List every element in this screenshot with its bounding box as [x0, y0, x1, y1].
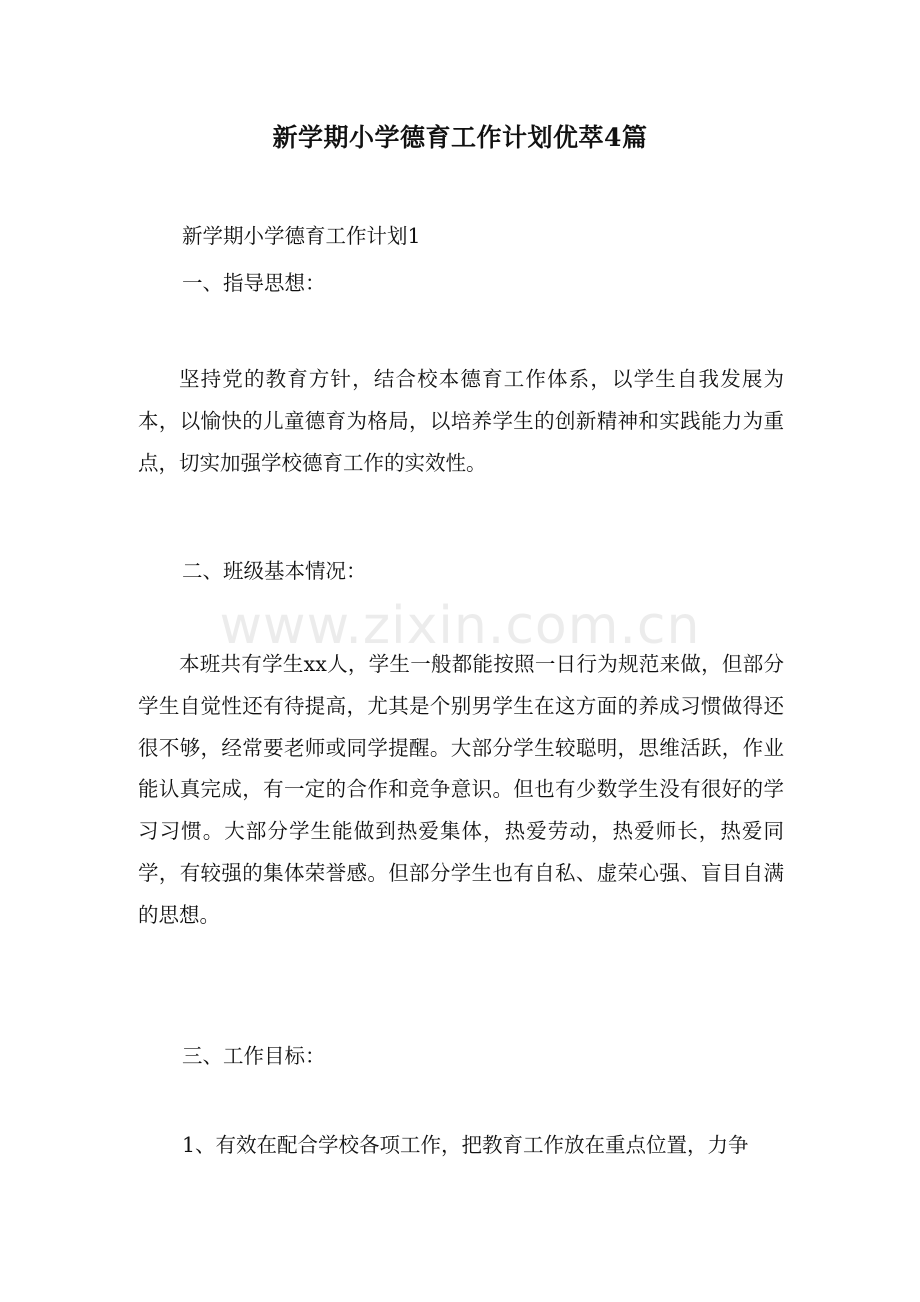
section-body-class-situation: 本班共有学生xx人，学生一般都能按照一日行为规范来做，但部分学生自觉性还有待提高，尤其是个别男学生在这方面的养成习惯做得还很不够，经常要老师或同学提醒。大部分学生较聪明，思维活跃，作业能认真完成，有一定的合作和竞争意识。但也有少数学生没有很好的学习习惯。大部分学生能做到热爱集体，热爱劳动，热爱师长，热爱同学，有较强的集体荣誉感。但部分学生也有自私、虚荣心强、盲目自满的思想。 — [138, 652, 784, 927]
plan-subtitle: 新学期小学德育工作计划1 — [182, 224, 421, 248]
section-heading-class-situation: 二、班级基本情况： — [182, 559, 367, 583]
section-heading-guiding-thought: 一、指导思想： — [182, 271, 326, 295]
goal-item-1: 1、有效在配合学校各项工作，把教育工作放在重点位置，力争 — [182, 1133, 749, 1157]
section-body-guiding-thought: 坚持党的教育方针，结合校本德育工作体系，以学生自我发展为本，以愉快的儿童德育为格局，以培养学生的创新精神和实践能力为重点，切实加强学校德育工作的实效性。 — [138, 367, 784, 475]
section-heading-work-goals: 三、工作目标： — [182, 1044, 326, 1068]
watermark: www.zixin.com.cn — [219, 596, 701, 656]
document-title: 新学期小学德育工作计划优萃4篇 — [272, 123, 648, 152]
